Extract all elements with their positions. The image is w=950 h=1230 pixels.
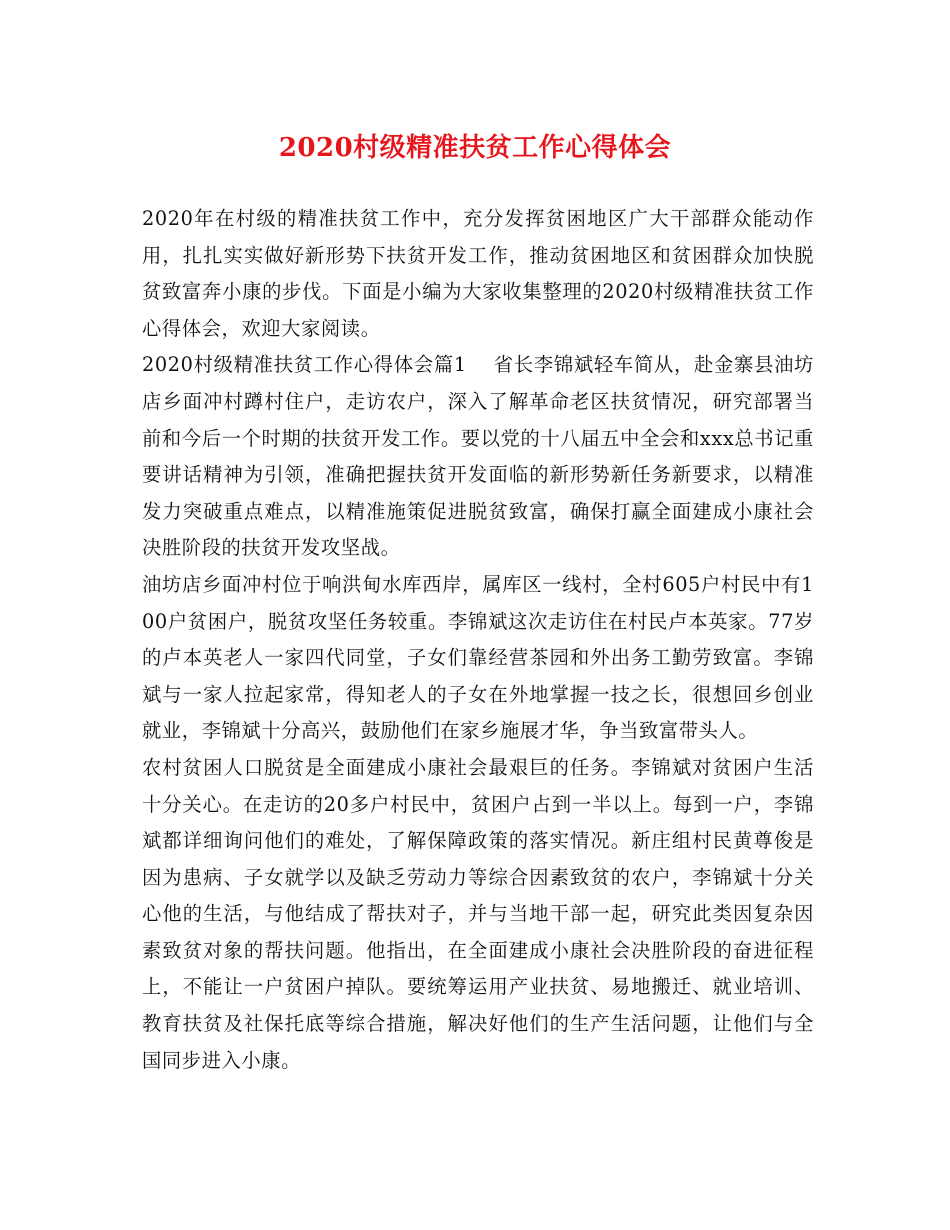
document-title: 2020村级精准扶贫工作心得体会 bbox=[278, 133, 672, 163]
paragraph-article-1: 2020村级精准扶贫工作心得体会篇1 省长李锦斌轻车简从，赴金寨县油坊店乡面冲村蹲村住户，走访农户，深入了解革命老区扶贫情况，研究部署当前和今后一个时期的扶贫开发工作。要以党的十八届五中全会和xxx总书记重要讲话精神为引领，准确把握扶贫开发面临的新形势新任务新要求，以精准发力突破重点难点，以精准施策促进脱贫致富，确保打赢全面建成小康社会决胜阶段的扶贫开发攻坚战。 bbox=[142, 353, 814, 560]
paragraph-village-visit: 油坊店乡面冲村位于响洪甸水库西岸，属库区一线村，全村605户村民中有100户贫困户，脱贫攻坚任务较重。李锦斌这次走访住在村民卢本英家。77岁的卢本英老人一家四代同堂，子女们靠经营茶园和外出务工勤劳致富。李锦斌与一家人拉起家常，得知老人的子女在外地掌握一技之长，很想回乡创业就业，李锦斌十分高兴，鼓励他们在家乡施展才华，争当致富带头人。 bbox=[142, 572, 814, 743]
paragraph-poverty-relief: 农村贫困人口脱贫是全面建成小康社会最艰巨的任务。李锦斌对贫困户生活十分关心。在走访的20多户村民中，贫困户占到一半以上。每到一户，李锦斌都详细询问他们的难处，了解保障政策的落实情况。新庄组村民黄尊俊是因为患病、子女就学以及缺乏劳动力等综合因素致贫的农户，李锦斌十分关心他的生活，与他结成了帮扶对子，并与当地干部一起，研究此类因复杂因素致贫对象的帮扶问题。他指出，在全面建成小康社会决胜阶段的奋进征程上，不能让一户贫困户掉队。要统筹运用产业扶贫、易地搬迁、就业培训、教育扶贫及社保托底等综合措施，解决好他们的生产生活问题，让他们与全国同步进入小康。 bbox=[142, 755, 814, 1072]
document-body bbox=[142, 201, 814, 1079]
paragraph-intro: 2020年在村级的精准扶贫工作中，充分发挥贫困地区广大干部群众能动作用，扎扎实实做好新形势下扶贫开发工作，推动贫困地区和贫困群众加快脱贫致富奔小康的步伐。下面是小编为大家收集整理的2020村级精准扶贫工作心得体会，欢迎大家阅读。 bbox=[142, 207, 814, 340]
